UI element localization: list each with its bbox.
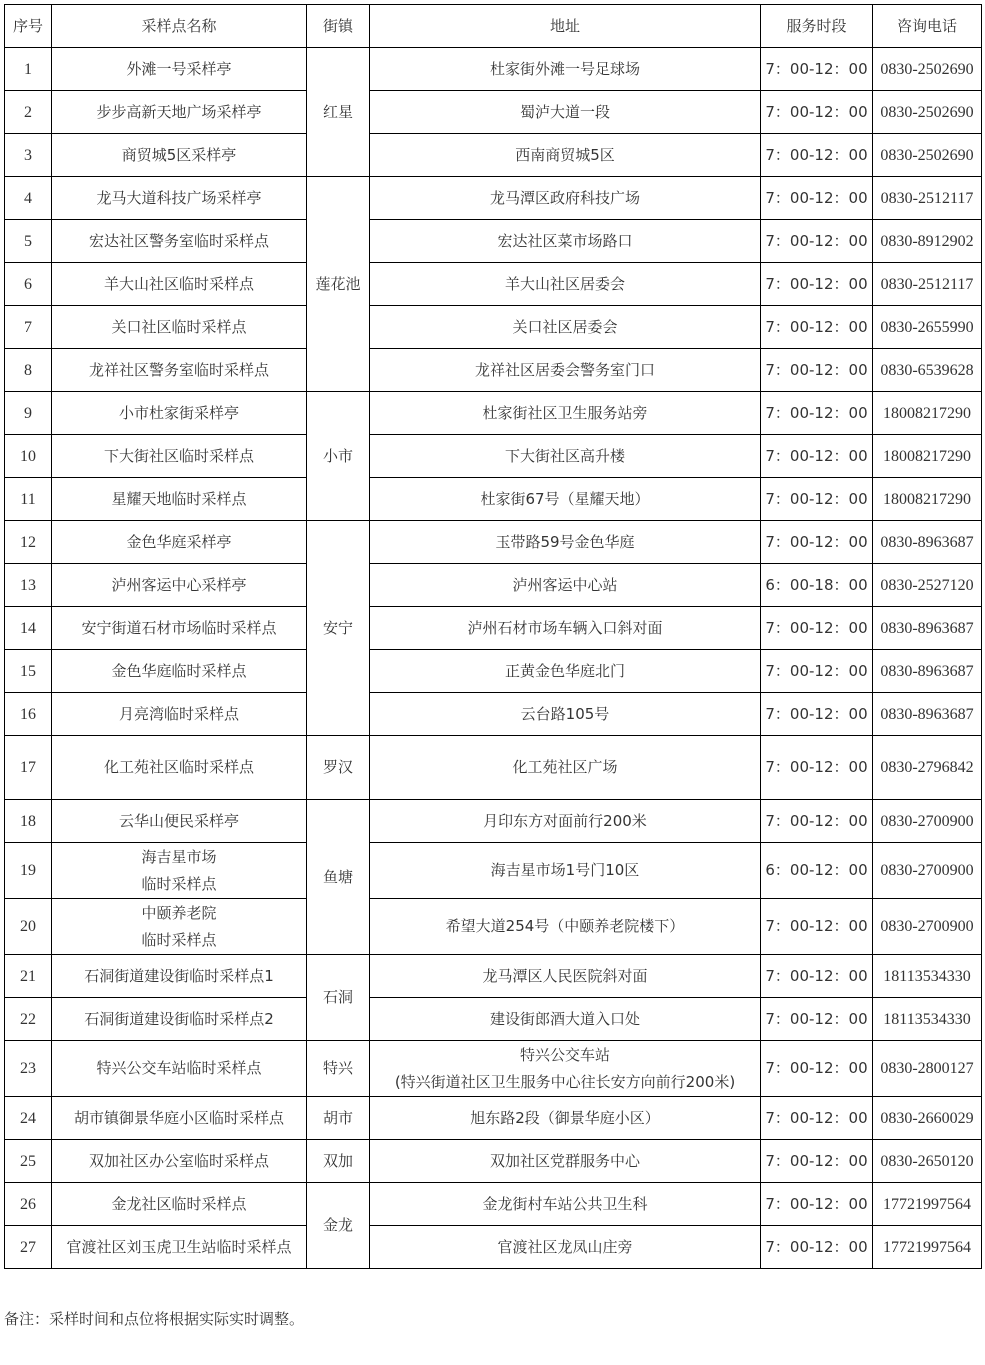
service-hours: 7：00-12：00 [761, 607, 873, 650]
site-name: 金色华庭采样亭 [52, 521, 307, 564]
table-row [5, 349, 982, 392]
service-hours: 7：00-12：00 [761, 800, 873, 843]
site-name: 商贸城5区采样亭 [52, 134, 307, 177]
phone: 17721997564 [873, 1183, 982, 1226]
phone: 0830-2655990 [873, 306, 982, 349]
address: 杜家街外滩一号足球场 [370, 48, 761, 91]
address: 蜀泸大道一段 [370, 91, 761, 134]
table-row [5, 899, 982, 955]
table-row [5, 177, 982, 220]
phone: 0830-2700900 [873, 899, 982, 955]
table-row [5, 1097, 982, 1140]
table-row [5, 134, 982, 177]
site-name: 金龙社区临时采样点 [52, 1183, 307, 1226]
service-hours: 7：00-12：00 [761, 478, 873, 521]
site-name-line2: 临时采样点 [141, 930, 217, 949]
site-name: 双加社区办公室临时采样点 [52, 1140, 307, 1183]
row-index: 22 [5, 998, 52, 1041]
address: 月印东方对面前行200米 [370, 800, 761, 843]
site-name: 石洞街道建设街临时采样点1 [52, 955, 307, 998]
row-index: 7 [5, 306, 52, 349]
address: 正黄金色华庭北门 [370, 650, 761, 693]
address: 杜家街67号（星耀天地） [370, 478, 761, 521]
table-row [5, 521, 982, 564]
site-name [52, 899, 307, 955]
phone: 18113534330 [873, 955, 982, 998]
phone: 18113534330 [873, 998, 982, 1041]
row-index: 27 [5, 1226, 52, 1269]
header-phone: 咨询电话 [873, 5, 982, 48]
site-name: 月亮湾临时采样点 [52, 693, 307, 736]
row-index: 13 [5, 564, 52, 607]
address: 旭东路2段（御景华庭小区） [370, 1097, 761, 1140]
address: 宏达社区菜市场路口 [370, 220, 761, 263]
address [370, 1041, 761, 1097]
service-hours: 7：00-12：00 [761, 1183, 873, 1226]
phone: 18008217290 [873, 392, 982, 435]
table-row [5, 1041, 982, 1097]
table-header-row [5, 5, 982, 48]
site-name: 胡市镇御景华庭小区临时采样点 [52, 1097, 307, 1140]
address: 希望大道254号（中颐养老院楼下） [370, 899, 761, 955]
site-name: 金色华庭临时采样点 [52, 650, 307, 693]
table-row [5, 800, 982, 843]
row-index: 19 [5, 843, 52, 899]
row-index: 14 [5, 607, 52, 650]
row-index: 21 [5, 955, 52, 998]
phone: 0830-2512117 [873, 177, 982, 220]
table-row [5, 693, 982, 736]
address: 羊大山社区居委会 [370, 263, 761, 306]
town-cell: 罗汉 [307, 736, 370, 800]
town-cell: 鱼塘 [307, 800, 370, 955]
town-cell: 双加 [307, 1140, 370, 1183]
header-hours: 服务时段 [761, 5, 873, 48]
row-index: 18 [5, 800, 52, 843]
phone: 0830-8963687 [873, 650, 982, 693]
service-hours: 7：00-12：00 [761, 91, 873, 134]
table-row [5, 564, 982, 607]
phone: 0830-2800127 [873, 1041, 982, 1097]
row-index: 26 [5, 1183, 52, 1226]
service-hours: 7：00-12：00 [761, 1041, 873, 1097]
table-row [5, 650, 982, 693]
phone: 0830-2650120 [873, 1140, 982, 1183]
service-hours: 7：00-12：00 [761, 349, 873, 392]
site-name: 宏达社区警务室临时采样点 [52, 220, 307, 263]
site-name: 泸州客运中心采样亭 [52, 564, 307, 607]
table-row [5, 736, 982, 800]
row-index: 11 [5, 478, 52, 521]
site-name-line1: 海吉星市场 [141, 847, 217, 866]
table-row [5, 435, 982, 478]
row-index: 1 [5, 48, 52, 91]
town-cell: 特兴 [307, 1041, 370, 1097]
table-row [5, 91, 982, 134]
table-row [5, 220, 982, 263]
town-cell: 红星 [307, 48, 370, 177]
service-hours: 7：00-12：00 [761, 263, 873, 306]
address: 云台路105号 [370, 693, 761, 736]
address: 双加社区党群服务中心 [370, 1140, 761, 1183]
service-hours: 7：00-12：00 [761, 998, 873, 1041]
table-row [5, 955, 982, 998]
table-row [5, 392, 982, 435]
service-hours: 7：00-12：00 [761, 899, 873, 955]
site-name: 安宁街道石材市场临时采样点 [52, 607, 307, 650]
phone: 0830-2512117 [873, 263, 982, 306]
service-hours: 7：00-12：00 [761, 521, 873, 564]
row-index: 5 [5, 220, 52, 263]
service-hours: 7：00-12：00 [761, 435, 873, 478]
site-name: 云华山便民采样亭 [52, 800, 307, 843]
phone: 0830-2796842 [873, 736, 982, 800]
address: 玉带路59号金色华庭 [370, 521, 761, 564]
address: 杜家街社区卫生服务站旁 [370, 392, 761, 435]
phone: 18008217290 [873, 478, 982, 521]
site-name: 羊大山社区临时采样点 [52, 263, 307, 306]
row-index: 9 [5, 392, 52, 435]
address-line1: 特兴公交车站 [519, 1045, 610, 1064]
phone: 0830-2502690 [873, 91, 982, 134]
site-name: 龙祥社区警务室临时采样点 [52, 349, 307, 392]
header-index: 序号 [5, 5, 52, 48]
service-hours: 7：00-12：00 [761, 736, 873, 800]
service-hours: 6：00-12：00 [761, 843, 873, 899]
service-hours: 7：00-12：00 [761, 955, 873, 998]
row-index: 16 [5, 693, 52, 736]
address: 关口社区居委会 [370, 306, 761, 349]
table-row [5, 843, 982, 899]
phone: 0830-2700900 [873, 843, 982, 899]
row-index: 2 [5, 91, 52, 134]
header-town: 街镇 [307, 5, 370, 48]
service-hours: 7：00-12：00 [761, 1226, 873, 1269]
service-hours: 7：00-12：00 [761, 1097, 873, 1140]
row-index: 4 [5, 177, 52, 220]
site-name-line2: 临时采样点 [141, 874, 217, 893]
service-hours: 7：00-12：00 [761, 1140, 873, 1183]
row-index: 23 [5, 1041, 52, 1097]
site-name: 化工苑社区临时采样点 [52, 736, 307, 800]
phone: 0830-8912902 [873, 220, 982, 263]
phone: 0830-6539628 [873, 349, 982, 392]
table-row [5, 306, 982, 349]
phone: 17721997564 [873, 1226, 982, 1269]
service-hours: 7：00-12：00 [761, 48, 873, 91]
town-cell: 莲花池 [307, 177, 370, 392]
address: 泸州石材市场车辆入口斜对面 [370, 607, 761, 650]
service-hours: 6：00-18：00 [761, 564, 873, 607]
site-name: 关口社区临时采样点 [52, 306, 307, 349]
site-name: 官渡社区刘玉虎卫生站临时采样点 [52, 1226, 307, 1269]
row-index: 3 [5, 134, 52, 177]
row-index: 10 [5, 435, 52, 478]
site-name: 外滩一号采样亭 [52, 48, 307, 91]
address: 建设街郎酒大道入口处 [370, 998, 761, 1041]
address: 西南商贸城5区 [370, 134, 761, 177]
service-hours: 7：00-12：00 [761, 392, 873, 435]
service-hours: 7：00-12：00 [761, 177, 873, 220]
address: 龙马潭区政府科技广场 [370, 177, 761, 220]
service-hours: 7：00-12：00 [761, 306, 873, 349]
phone: 0830-8963687 [873, 693, 982, 736]
site-name: 石洞街道建设街临时采样点2 [52, 998, 307, 1041]
service-hours: 7：00-12：00 [761, 693, 873, 736]
phone: 0830-2502690 [873, 134, 982, 177]
service-hours: 7：00-12：00 [761, 134, 873, 177]
town-cell: 安宁 [307, 521, 370, 736]
service-hours: 7：00-12：00 [761, 650, 873, 693]
sampling-sites-table [4, 4, 982, 1269]
address: 化工苑社区广场 [370, 736, 761, 800]
table-row [5, 263, 982, 306]
address: 泸州客运中心站 [370, 564, 761, 607]
site-name: 步步高新天地广场采样亭 [52, 91, 307, 134]
address: 龙马潭区人民医院斜对面 [370, 955, 761, 998]
row-index: 8 [5, 349, 52, 392]
row-index: 25 [5, 1140, 52, 1183]
site-name: 龙马大道科技广场采样亭 [52, 177, 307, 220]
site-name: 特兴公交车站临时采样点 [52, 1041, 307, 1097]
town-cell: 金龙 [307, 1183, 370, 1269]
row-index: 20 [5, 899, 52, 955]
footnote: 备注：采样时间和点位将根据实际实时调整。 [4, 1310, 305, 1328]
address: 海吉星市场1号门10区 [370, 843, 761, 899]
address: 龙祥社区居委会警务室门口 [370, 349, 761, 392]
table-row [5, 1183, 982, 1226]
table-row [5, 48, 982, 91]
address: 下大街社区高升楼 [370, 435, 761, 478]
row-index: 6 [5, 263, 52, 306]
address-line2: (特兴街道社区卫生服务中心往长安方向前行200米) [394, 1072, 736, 1091]
row-index: 12 [5, 521, 52, 564]
site-name: 星耀天地临时采样点 [52, 478, 307, 521]
table-row [5, 1226, 982, 1269]
town-cell: 小市 [307, 392, 370, 521]
town-cell: 胡市 [307, 1097, 370, 1140]
phone: 0830-8963687 [873, 521, 982, 564]
row-index: 17 [5, 736, 52, 800]
phone: 0830-2700900 [873, 800, 982, 843]
site-name-line1: 中颐养老院 [141, 903, 217, 922]
site-name [52, 843, 307, 899]
phone: 18008217290 [873, 435, 982, 478]
phone: 0830-2502690 [873, 48, 982, 91]
row-index: 24 [5, 1097, 52, 1140]
site-name: 小市杜家街采样亭 [52, 392, 307, 435]
address: 金龙街村车站公共卫生科 [370, 1183, 761, 1226]
phone: 0830-2660029 [873, 1097, 982, 1140]
phone: 0830-8963687 [873, 607, 982, 650]
header-address: 地址 [370, 5, 761, 48]
site-name: 下大街社区临时采样点 [52, 435, 307, 478]
table-row [5, 607, 982, 650]
service-hours: 7：00-12：00 [761, 220, 873, 263]
header-site-name: 采样点名称 [52, 5, 307, 48]
phone: 0830-2527120 [873, 564, 982, 607]
town-cell: 石洞 [307, 955, 370, 1041]
table-row [5, 998, 982, 1041]
address: 官渡社区龙凤山庄旁 [370, 1226, 761, 1269]
table-row [5, 478, 982, 521]
row-index: 15 [5, 650, 52, 693]
table-row [5, 1140, 982, 1183]
